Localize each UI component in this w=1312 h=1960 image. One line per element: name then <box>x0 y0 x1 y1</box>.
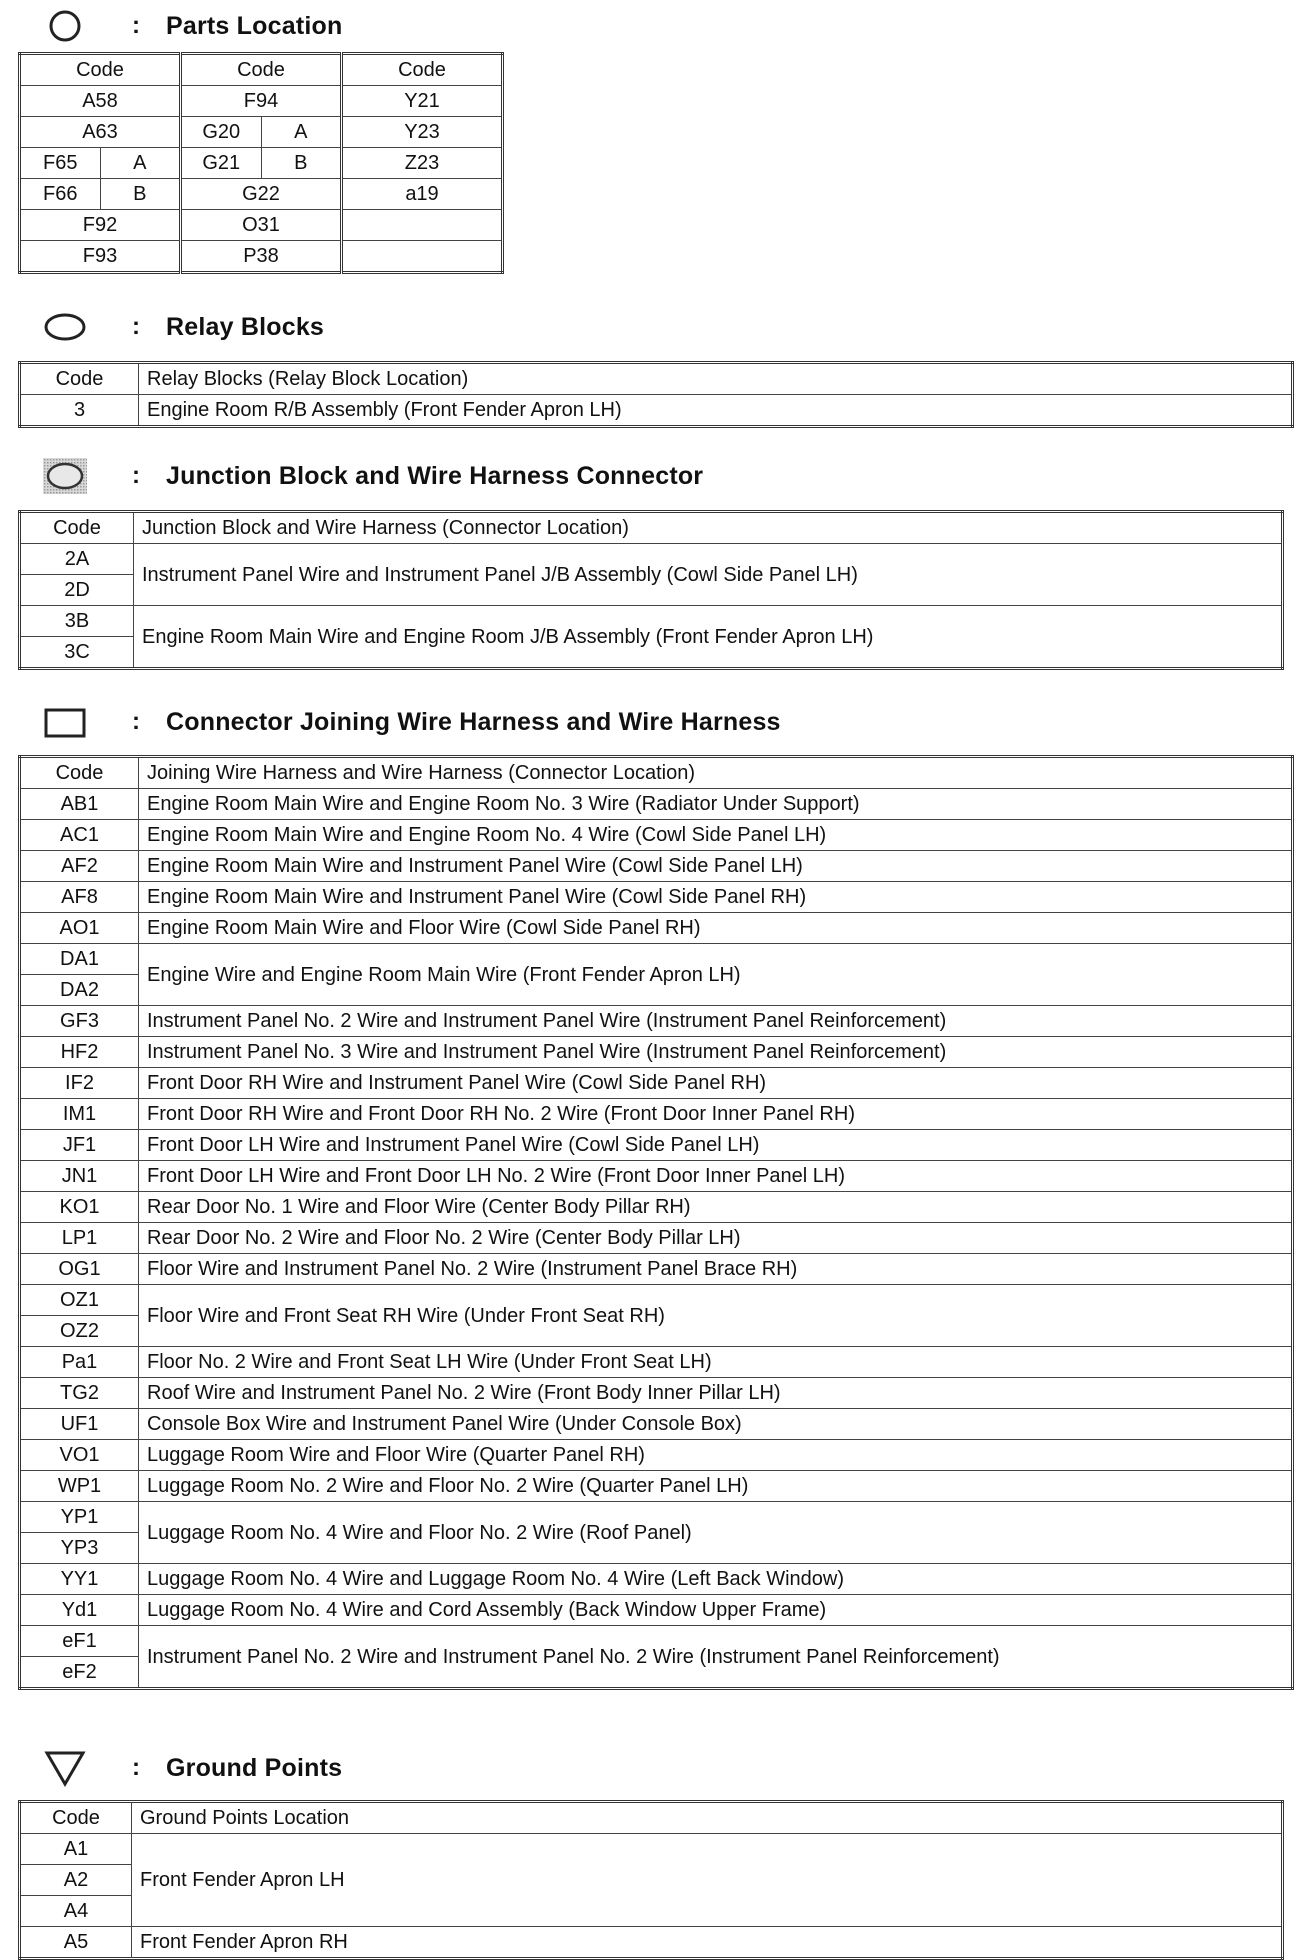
desc-cell: Luggage Room No. 4 Wire and Floor No. 2 Wire (Roof Panel) <box>139 1502 1293 1564</box>
desc-cell: Front Fender Apron RH <box>132 1927 1283 1959</box>
code-cell: Yd1 <box>20 1595 139 1626</box>
empty-cell <box>342 210 503 241</box>
header-desc: Ground Points Location <box>132 1802 1283 1834</box>
table-row <box>20 1409 1293 1440</box>
table-row <box>20 757 1293 789</box>
table-row <box>20 1440 1293 1471</box>
header-desc: Relay Blocks (Relay Block Location) <box>139 363 1293 395</box>
code-cell: YY1 <box>20 1564 139 1595</box>
code-cell: YP1 <box>20 1502 139 1533</box>
code-cell: TG2 <box>20 1378 139 1409</box>
desc-cell: Front Door RH Wire and Front Door RH No. 2 Wire (Front Door Inner Panel RH) <box>139 1099 1293 1130</box>
desc-cell: Instrument Panel Wire and Instrument Panel J/B Assembly (Cowl Side Panel LH) <box>134 544 1283 606</box>
code-cell: A <box>100 148 181 179</box>
desc-cell: Rear Door No. 2 Wire and Floor No. 2 Wire (Center Body Pillar LH) <box>139 1223 1293 1254</box>
parts-location-heading <box>40 6 342 46</box>
code-cell: GF3 <box>20 1006 139 1037</box>
table-row <box>20 544 1283 575</box>
code-cell: 3B <box>20 606 134 637</box>
oval-icon <box>40 307 90 347</box>
code-cell: OG1 <box>20 1254 139 1285</box>
table-row <box>20 820 1293 851</box>
code-cell: IM1 <box>20 1099 139 1130</box>
code-cell: AO1 <box>20 913 139 944</box>
code-cell: A2 <box>20 1865 132 1896</box>
desc-cell: Front Door LH Wire and Front Door LH No. 2 Wire (Front Door Inner Panel LH) <box>139 1161 1293 1192</box>
desc-cell: Front Door LH Wire and Instrument Panel Wire (Cowl Side Panel LH) <box>139 1130 1293 1161</box>
table-row <box>20 1471 1293 1502</box>
header-desc: Junction Block and Wire Harness (Connector Location) <box>134 512 1283 544</box>
code-cell: AB1 <box>20 789 139 820</box>
table-row <box>20 117 503 148</box>
table-row <box>20 395 1293 427</box>
junction-block-heading <box>40 456 703 496</box>
desc-cell: Engine Room Main Wire and Engine Room No. 3 Wire (Radiator Under Support) <box>139 789 1293 820</box>
code-cell: IF2 <box>20 1068 139 1099</box>
code-cell: YP3 <box>20 1533 139 1564</box>
desc-cell: Engine Room Main Wire and Engine Room J/B Assembly (Front Fender Apron LH) <box>134 606 1283 669</box>
code-cell: F66 <box>20 179 101 210</box>
code-cell: Pa1 <box>20 1347 139 1378</box>
parts-location-table <box>18 52 504 274</box>
table-row <box>20 1037 1293 1068</box>
table-row <box>20 851 1293 882</box>
desc-cell: Luggage Room No. 2 Wire and Floor No. 2 Wire (Quarter Panel LH) <box>139 1471 1293 1502</box>
connector-title: Connector Joining Wire Harness and Wire Harness <box>166 707 781 736</box>
code-cell: A5 <box>20 1927 132 1959</box>
table-row <box>20 363 1293 395</box>
code-cell: Y21 <box>342 86 503 117</box>
code-cell: A1 <box>20 1834 132 1865</box>
code-cell: F92 <box>20 210 181 241</box>
code-cell: JF1 <box>20 1130 139 1161</box>
code-cell: B <box>100 179 181 210</box>
code-cell: 2A <box>20 544 134 575</box>
code-cell: AC1 <box>20 820 139 851</box>
header-cell: Code <box>20 54 181 86</box>
code-cell: A <box>261 117 342 148</box>
code-cell: F65 <box>20 148 101 179</box>
table-row <box>20 606 1283 637</box>
code-cell: LP1 <box>20 1223 139 1254</box>
table-row <box>20 1161 1293 1192</box>
table-row <box>20 1502 1293 1533</box>
table-row <box>20 1099 1293 1130</box>
code-cell: Y23 <box>342 117 503 148</box>
table-row <box>20 1834 1283 1865</box>
desc-cell: Roof Wire and Instrument Panel No. 2 Wire (Front Body Inner Pillar LH) <box>139 1378 1293 1409</box>
header-code: Code <box>20 512 134 544</box>
table-row <box>20 179 503 210</box>
empty-cell <box>342 241 503 273</box>
desc-cell: Luggage Room Wire and Floor Wire (Quarter Panel RH) <box>139 1440 1293 1471</box>
desc-cell: Front Fender Apron LH <box>132 1834 1283 1927</box>
table-row <box>20 1802 1283 1834</box>
table-row <box>20 148 503 179</box>
junction-colon: : <box>132 462 140 489</box>
code-cell: HF2 <box>20 1037 139 1068</box>
table-row <box>20 1564 1293 1595</box>
code-cell: P38 <box>181 241 342 273</box>
code-cell: OZ1 <box>20 1285 139 1316</box>
relay-blocks-title: Relay Blocks <box>166 312 325 341</box>
table-row <box>20 913 1293 944</box>
relay-colon: : <box>132 313 140 340</box>
code-cell: JN1 <box>20 1161 139 1192</box>
code-cell: A4 <box>20 1896 132 1927</box>
desc-cell: Engine Room Main Wire and Instrument Panel Wire (Cowl Side Panel LH) <box>139 851 1293 882</box>
connector-heading <box>40 702 781 742</box>
ground-points-heading <box>40 1748 342 1788</box>
header-code: Code <box>20 363 139 395</box>
code-cell: eF1 <box>20 1626 139 1657</box>
code-cell: F93 <box>20 241 181 273</box>
square-icon <box>40 702 90 742</box>
code-cell: A58 <box>20 86 181 117</box>
connector-table <box>18 755 1294 1690</box>
desc-cell: Rear Door No. 1 Wire and Floor Wire (Center Body Pillar RH) <box>139 1192 1293 1223</box>
table-row <box>20 54 503 86</box>
ground-colon: : <box>132 1754 140 1781</box>
table-row <box>20 1068 1293 1099</box>
code-cell: AF2 <box>20 851 139 882</box>
table-row <box>20 1378 1293 1409</box>
desc-cell: Engine Room Main Wire and Instrument Panel Wire (Cowl Side Panel RH) <box>139 882 1293 913</box>
desc-cell: Engine Wire and Engine Room Main Wire (Front Fender Apron LH) <box>139 944 1293 1006</box>
desc-cell: Luggage Room No. 4 Wire and Luggage Room No. 4 Wire (Left Back Window) <box>139 1564 1293 1595</box>
table-row <box>20 512 1283 544</box>
shaded-oval-icon <box>40 456 90 496</box>
header-code: Code <box>20 1802 132 1834</box>
code-cell: OZ2 <box>20 1316 139 1347</box>
header-cell: Code <box>342 54 503 86</box>
desc-cell: Engine Room Main Wire and Engine Room No. 4 Wire (Cowl Side Panel LH) <box>139 820 1293 851</box>
relay-blocks-heading <box>40 307 324 347</box>
junction-block-title: Junction Block and Wire Harness Connector <box>166 461 704 490</box>
desc-cell: Floor Wire and Front Seat RH Wire (Under Front Seat RH) <box>139 1285 1293 1347</box>
table-row <box>20 86 503 117</box>
code-cell: A63 <box>20 117 181 148</box>
table-row <box>20 944 1293 975</box>
junction-block-table <box>18 510 1284 670</box>
desc-cell: Luggage Room No. 4 Wire and Cord Assembly (Back Window Upper Frame) <box>139 1595 1293 1626</box>
table-row <box>20 241 503 273</box>
desc-cell: Instrument Panel No. 3 Wire and Instrument Panel Wire (Instrument Panel Reinforcement) <box>139 1037 1293 1068</box>
table-row <box>20 1223 1293 1254</box>
desc-cell: Console Box Wire and Instrument Panel Wire (Under Console Box) <box>139 1409 1293 1440</box>
code-cell: Z23 <box>342 148 503 179</box>
connector-colon: : <box>132 708 140 735</box>
table-row <box>20 789 1293 820</box>
ground-points-title: Ground Points <box>166 1753 343 1782</box>
relay-blocks-table <box>18 361 1294 428</box>
header-desc: Joining Wire Harness and Wire Harness (Connector Location) <box>139 757 1293 789</box>
ground-points-table <box>18 1800 1284 1960</box>
code-cell: 3C <box>20 637 134 669</box>
code-cell: KO1 <box>20 1192 139 1223</box>
table-row <box>20 1254 1293 1285</box>
table-row <box>20 1285 1293 1316</box>
table-row <box>20 1006 1293 1037</box>
code-cell: G20 <box>181 117 262 148</box>
table-row <box>20 1626 1293 1657</box>
desc-cell: Engine Room Main Wire and Floor Wire (Cowl Side Panel RH) <box>139 913 1293 944</box>
table-row <box>20 210 503 241</box>
code-cell: F94 <box>181 86 342 117</box>
table-row <box>20 1347 1293 1378</box>
code-cell: a19 <box>342 179 503 210</box>
code-cell: eF2 <box>20 1657 139 1689</box>
code-cell: WP1 <box>20 1471 139 1502</box>
desc-cell: Front Door RH Wire and Instrument Panel Wire (Cowl Side Panel RH) <box>139 1068 1293 1099</box>
code-cell: G21 <box>181 148 262 179</box>
parts-colon: : <box>132 12 140 39</box>
code-cell: B <box>261 148 342 179</box>
code-cell: AF8 <box>20 882 139 913</box>
parts-location-title: Parts Location <box>166 11 343 40</box>
code-cell: UF1 <box>20 1409 139 1440</box>
circle-icon <box>40 6 90 46</box>
desc-cell: Engine Room R/B Assembly (Front Fender Apron LH) <box>139 395 1293 427</box>
header-code: Code <box>20 757 139 789</box>
header-cell: Code <box>181 54 342 86</box>
code-cell: G22 <box>181 179 342 210</box>
code-cell: DA2 <box>20 975 139 1006</box>
table-row <box>20 1927 1283 1959</box>
table-row <box>20 1192 1293 1223</box>
desc-cell: Instrument Panel No. 2 Wire and Instrument Panel No. 2 Wire (Instrument Panel Reinforcement) <box>139 1626 1293 1689</box>
code-cell: O31 <box>181 210 342 241</box>
desc-cell: Floor No. 2 Wire and Front Seat LH Wire (Under Front Seat LH) <box>139 1347 1293 1378</box>
code-cell: 3 <box>20 395 139 427</box>
desc-cell: Instrument Panel No. 2 Wire and Instrument Panel Wire (Instrument Panel Reinforcement) <box>139 1006 1293 1037</box>
desc-cell: Floor Wire and Instrument Panel No. 2 Wire (Instrument Panel Brace RH) <box>139 1254 1293 1285</box>
code-cell: 2D <box>20 575 134 606</box>
code-cell: DA1 <box>20 944 139 975</box>
triangle-icon <box>40 1748 90 1788</box>
code-cell: VO1 <box>20 1440 139 1471</box>
table-row <box>20 882 1293 913</box>
table-row <box>20 1130 1293 1161</box>
table-row <box>20 1595 1293 1626</box>
